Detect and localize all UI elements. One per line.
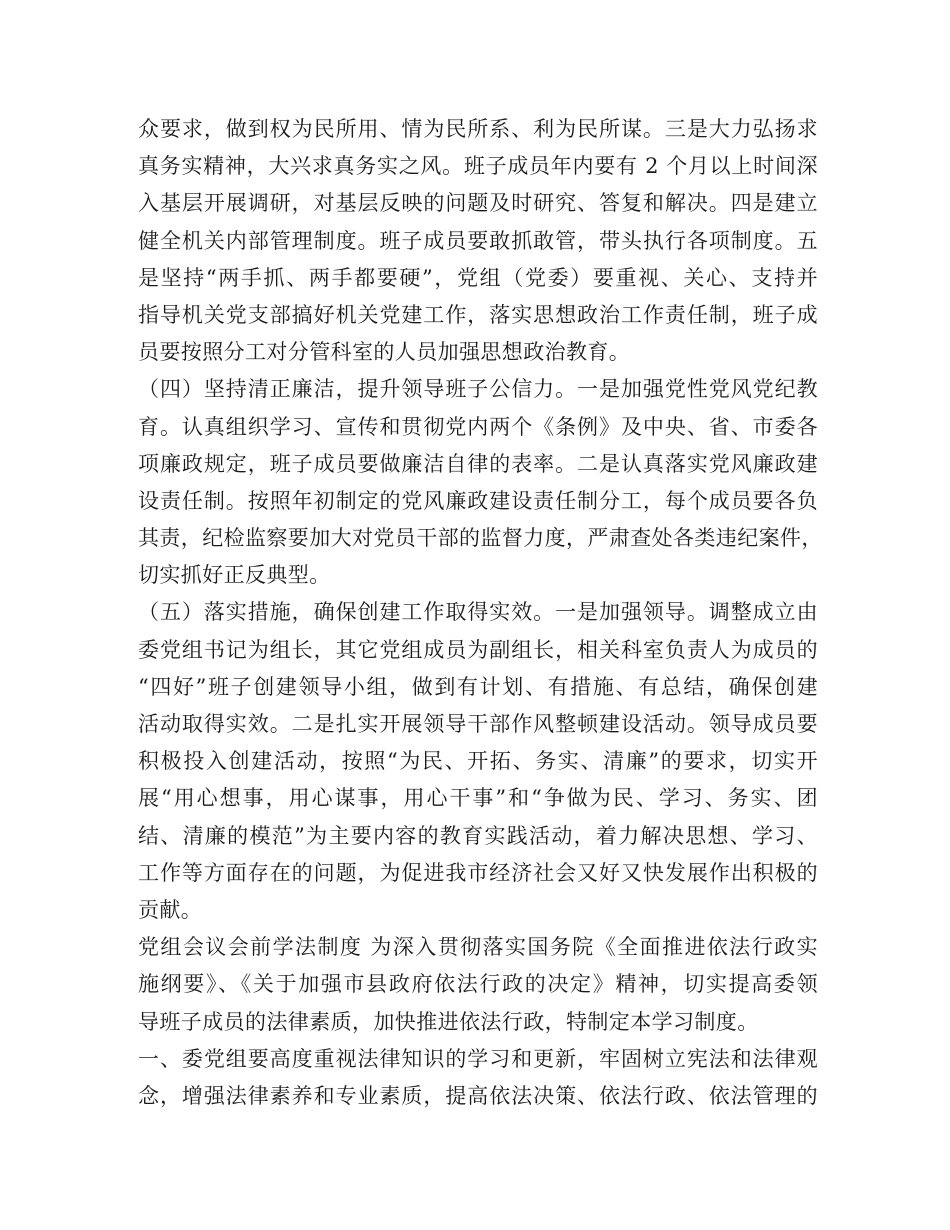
text-line: 众要求，做到权为民所用、情为民所系、利为民所谋。三是大力弘扬求 [138,117,818,141]
text-line: 其责，纪检监察要加大对党员干部的监督力度，严肃查处各类违纪案件， [138,526,823,551]
text-line: “四好”班子创建领导小组，做到有计划、有措施、有总结，确保创建 [138,674,818,699]
text-line: 健全机关内部管理制度。班子成员要敢抓敢管，带头执行各项制度。五 [138,228,818,253]
text-line: 活动取得实效。二是扎实开展领导干部作风整顿建设活动。领导成员要 [138,712,818,736]
text-line: 设责任制。按照年初制定的党风廉政建设责任制分工，每个成员要各负 [138,488,818,513]
text-line: 党组会议会前学法制度 为深入贯彻落实国务院《全面推进依法行政实 [138,935,818,960]
text-line: 导班子成员的法律素质，加快推进依法行政，特制定本学习制度。 [138,1009,759,1034]
text-line: 项廉政规定，班子成员要做廉洁自律的表率。二是认真落实党风廉政建 [138,451,818,476]
text-line: 指导机关党支部搞好机关党建工作，落实思想政治工作责任制，班子成 [138,302,818,327]
text-line: （五）落实措施，确保创建工作取得实效。一是加强领导。调整成立由 [138,600,818,625]
text-line: 念，增强法律素养和专业素质，提高依法决策、依法行政、依法管理的 [138,1083,818,1108]
text-line: 积极投入创建活动，按照“为民、开拓、务实、清廉”的要求，切实开 [138,749,818,774]
text-line: 委党组书记为组长，其它党组成员为副组长，相关科室负责人为成员的 [138,637,818,662]
text-line: 是坚持“两手抓、两手都要硬”，党组（党委）要重视、关心、支持并 [138,265,818,290]
text-line: 贡献。 [138,897,203,922]
text-line: 真务实精神，大兴求真务实之风。班子成员年内要有 2 个月以上时间深 [138,154,818,179]
text-line: 结、清廉的模范”为主要内容的教育实践活动，着力解决思想、学习、 [138,823,818,848]
text-line: 切实抓好正反典型。 [138,563,331,588]
document-body [138,111,823,1115]
text-line: 一、委党组要高度重视法律知识的学习和更新，牢固树立宪法和法律观 [138,1046,818,1071]
text-line: （四）坚持清正廉洁，提升领导班子公信力。一是加强党性党风党纪教 [138,377,818,402]
text-line: 展“用心想事，用心谋事，用心干事”和“争做为民、学习、务实、团 [138,786,818,811]
text-line: 入基层开展调研，对基层反映的问题及时研究、答复和解决。四是建立 [138,191,818,216]
text-line: 育。认真组织学习、宣传和贯彻党内两个《条例》及中央、省、市委各 [138,414,818,439]
text-line: 工作等方面存在的问题，为促进我市经济社会又好又快发展作出积极的 [138,860,818,885]
text-line: 施纲要》、《关于加强市县政府依法行政的决定》精神，切实提高委领 [138,972,818,997]
text-line: 员要按照分工对分管科室的人员加强思想政治教育。 [138,340,631,365]
